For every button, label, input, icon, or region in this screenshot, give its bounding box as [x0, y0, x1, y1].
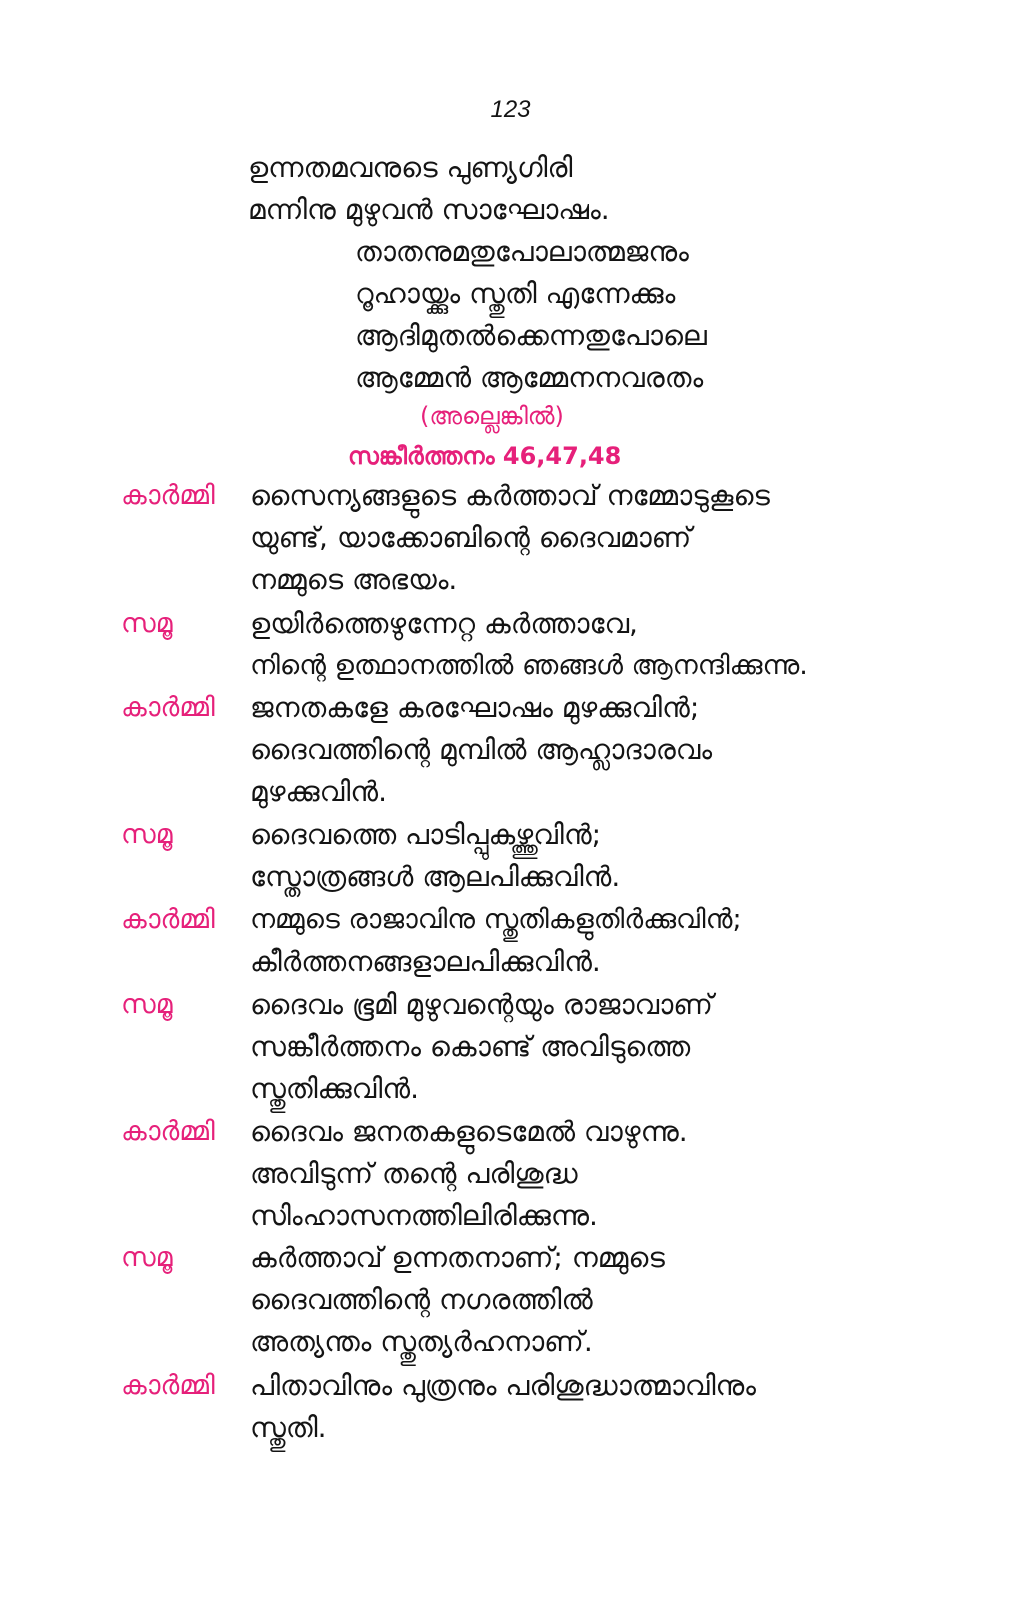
response-line: കീർത്തനങ്ങളാലപിക്കുവിൻ. [250, 945, 601, 978]
response-line: കർത്താവ് ഉന്നതനാണ്; നമ്മുടെ [250, 1241, 665, 1274]
response-line: പിതാവിനും പുത്രനും പരിശുദ്ധാത്മാവിനും [250, 1369, 757, 1402]
response-line: സ്തോത്രങ്ങൾ ആലപിക്കുവിൻ. [250, 860, 621, 893]
alternative-note: (അല്ലെങ്കിൽ) [420, 402, 564, 430]
psalm-reference: സങ്കീർത്തനം 46,47,48 [348, 442, 622, 470]
response-line: ദൈവം ജനതകളുടെമേൽ വാഴുന്നു. [250, 1115, 688, 1148]
response-line: സ്തുതിക്കുവിൻ. [250, 1072, 420, 1105]
hymn-line: മന്നിനു മുഴുവൻ സാഘോഷം. [248, 193, 610, 226]
response-line: അത്യന്തം സ്തുത്യർഹനാണ്. [250, 1325, 593, 1358]
response-line: ദൈവത്തെ പാടിപ്പുകഴ്ത്തുവിൻ; [250, 818, 602, 851]
response-line: അവിടുന്ന് തന്റെ പരിശുദ്ധ [250, 1157, 578, 1190]
speaker-label: കാർമ്മി [121, 1370, 215, 1401]
response-line: ദൈവം ഭൂമി മുഴുവന്റെയും രാജാവാണ് [250, 988, 713, 1021]
hymn-line: ഉന്നതമവനുടെ പുണ്യഗിരി [248, 151, 573, 184]
response-line: മുഴക്കുവിൻ. [250, 775, 388, 808]
speaker-label: സമൂ [121, 989, 173, 1020]
speaker-label: കാർമ്മി [121, 480, 215, 511]
page-number: 123 [490, 96, 531, 123]
response-line: നിന്റെ ഉത്ഥാനത്തിൽ ഞങ്ങൾ ആനന്ദിക്കുന്നു. [250, 650, 808, 681]
speaker-label: സമൂ [121, 819, 173, 850]
speaker-label: കാർമ്മി [121, 692, 215, 723]
doxology-line: ആദിമുതൽക്കെന്നതുപോലെ [355, 319, 707, 352]
speaker-label: കാർമ്മി [121, 904, 215, 935]
response-line: സങ്കീർത്തനം കൊണ്ട് അവിടുത്തെ [250, 1030, 691, 1063]
doxology-line: റൂഹായ്ക്കും സ്തുതി എന്നേക്കും [355, 277, 676, 310]
speaker-label: കാർമ്മി [121, 1116, 215, 1147]
response-line: യുണ്ട്, യാക്കോബിന്റെ ദൈവമാണ് [250, 521, 692, 554]
speaker-label: സമൂ [121, 1242, 173, 1273]
doxology-line: ആമ്മേൻ ആമ്മേനനവരതം [355, 361, 704, 394]
doxology-line: താതനുമതുപോലാത്മജനും [355, 235, 689, 268]
response-line: ജനതകളേ കരഘോഷം മുഴക്കുവിൻ; [250, 691, 700, 724]
response-line: ഉയിർത്തെഴുന്നേറ്റ കർത്താവേ, [250, 607, 638, 640]
response-line: ദൈവത്തിന്റെ നഗരത്തിൽ [250, 1283, 593, 1316]
response-line: നമ്മുടെ രാജാവിനു സ്തുതികളുതിർക്കുവിൻ; [250, 904, 742, 935]
response-line: ദൈവത്തിന്റെ മുമ്പിൽ ആഹ്ലാദാരവം [250, 733, 713, 766]
response-line: സിംഹാസനത്തിലിരിക്കുന്നു. [250, 1199, 598, 1232]
speaker-label: സമൂ [121, 608, 173, 639]
response-line: നമ്മുടെ അഭയം. [250, 563, 458, 596]
response-line: സ്തുതി. [250, 1411, 327, 1444]
response-line: സൈന്യങ്ങളുടെ കർത്താവ് നമ്മോടുകൂടെ [250, 479, 770, 512]
